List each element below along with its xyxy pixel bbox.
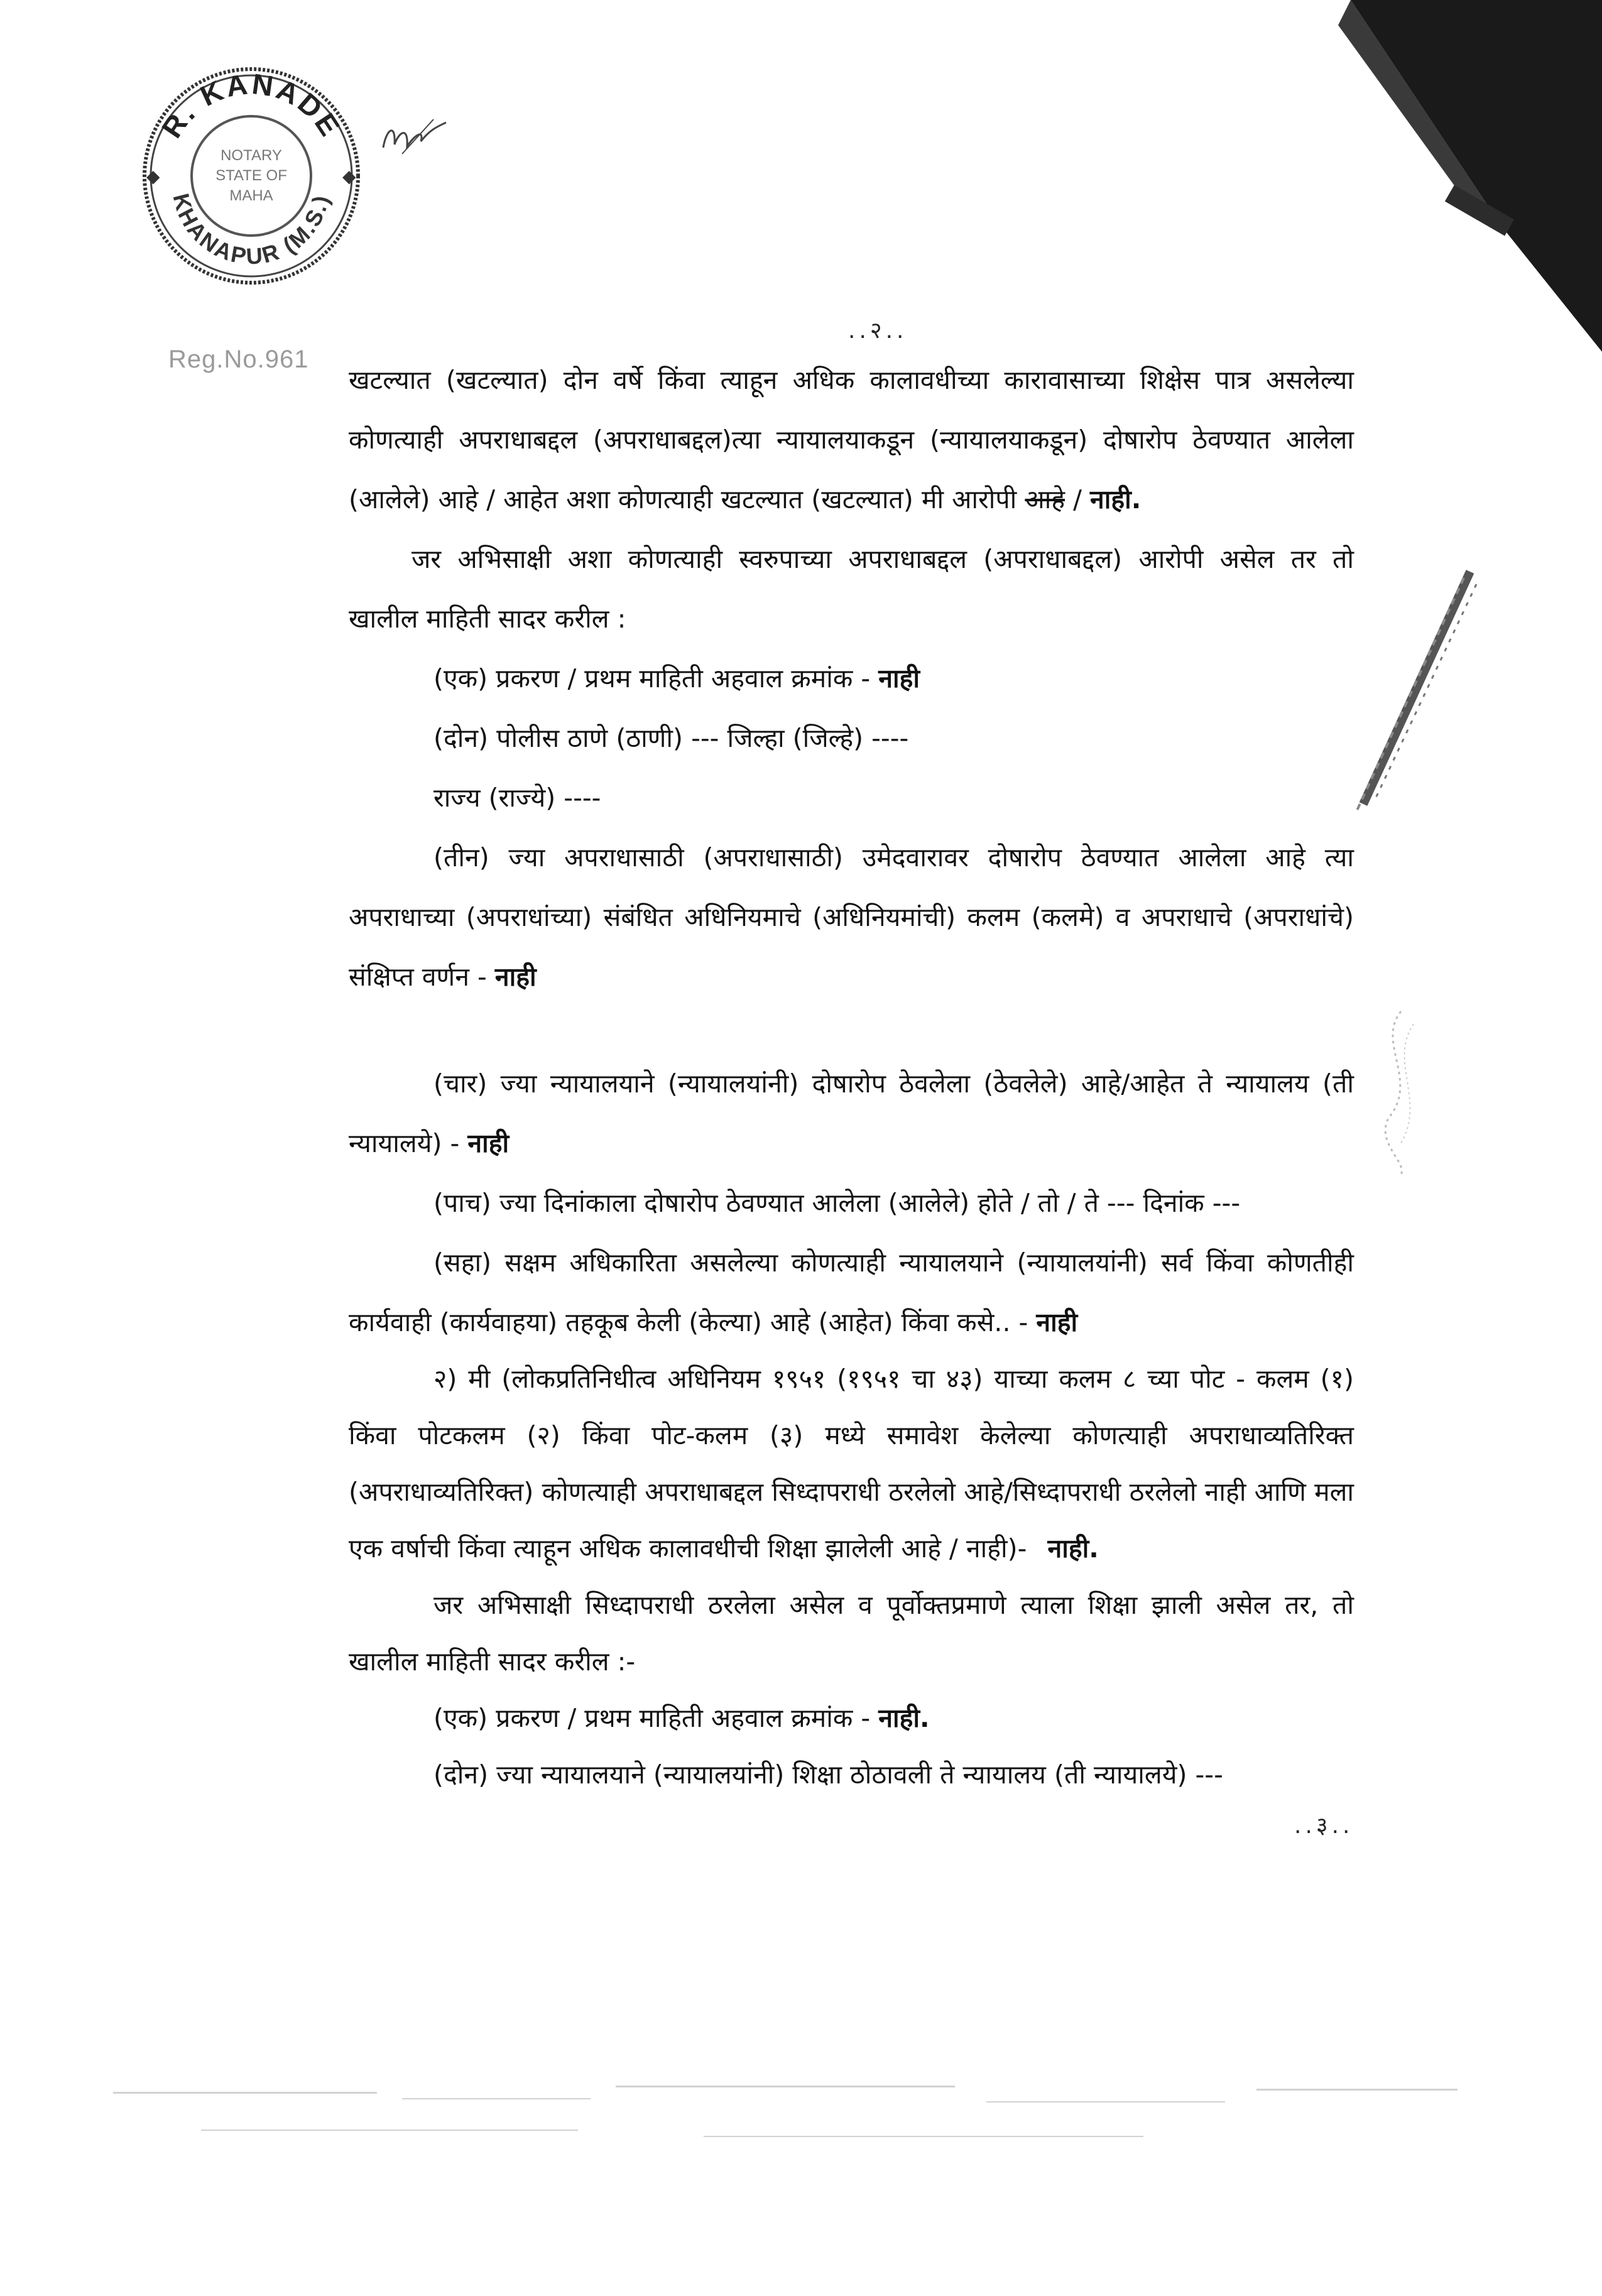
stamp-bottom-text: KHANAPUR (M.S.) [168,190,334,269]
item-ek-answer: नाही [878,663,920,694]
item-teen-answer: नाही [494,962,537,992]
section2-label: एक वर्षाची किंवा त्याहून अधिक कालावधीची शिक्षा झालेली आहे / नाही)- [349,1533,1027,1564]
item-char-line1: (चार) ज्या न्यायालयाने (न्यायालयांनी) दोषारोप ठेवलेला (ठेवलेले) आहे/आहेत ते न्यायालय (ती [433,1069,1354,1099]
para3-line2: खालील माहिती सादर करील :- [349,1646,636,1677]
item-teen-line2: अपराधाच्या (अपराधांच्या) संबंधित अधिनियमाचे (अधिनियमांची) कलम (कलमे) व अपराधाचे (अपराधांचे) [349,902,1354,932]
scan-noise [75,2042,1520,2167]
item-teen-label: संक्षिप्त वर्णन - [349,962,487,992]
section2-line2: किंवा पोटकलम (२) किंवा पोट-कलम (३) मध्ये समावेश केलेल्या कोणत्याही अपराधाव्यतिरिक्त [349,1420,1354,1450]
edge-smudge [1363,1005,1432,1181]
item-ek-label: (एक) प्रकरण / प्रथम माहिती अहवाल क्रमांक - [433,663,871,694]
para3-line1: जर अभिसाक्षी सिध्दापराधी ठरलेला असेल व पूर्वोक्तप्रमाणे त्याला शिक्षा झाली असेल तर, तो [433,1590,1354,1620]
para1-line3-text: (आलेले) आहे / आहेत अशा कोणत्याही खटल्यात (खटल्यात) मी आरोपी [349,484,1017,514]
para1-line3 [349,481,1354,518]
svg-text:◆: ◆ [342,166,356,187]
stamp-inner-3: MAHA [229,187,273,204]
item-saha-label: कार्यवाही (कार्यवाहया) तहकूब केली (केल्या) आहे (आहेत) किंवा कसे.. - [349,1307,1028,1337]
section2-line3: (अपराधाव्यतिरिक्त) कोणत्याही अपराधाबद्दल सिध्दापराधी ठरलेलो आहे/सिध्दापराधी ठरलेलो नाही आणि मला [349,1477,1354,1507]
svg-text:◆: ◆ [146,166,160,187]
section2-answer: नाही. [1047,1533,1099,1564]
item-don2: (दोन) ज्या न्यायालयाने (न्यायालयांनी) शिक्षा ठोठावली ते न्यायालय (ती न्यायालये) --- [433,1760,1223,1790]
page-number-bottom: ..३.. [1294,1813,1354,1839]
item-char-label: न्यायालये) - [349,1128,460,1158]
section2-line1: २) मी (लोकप्रतिनिधीत्व अधिनियम १९५१ (१९५१ चा ४३) याच्या कलम ८ च्या पोट - कलम (१) [433,1364,1354,1394]
item-pach: (पाच) ज्या दिनांकाला दोषारोप ठेवण्यात आलेला (आलेले) होते / तो / ते --- दिनांक --- [433,1188,1241,1218]
item-char-answer: नाही [467,1128,509,1158]
para2-line1: जर अभिसाक्षी अशा कोणत्याही स्वरुपाच्या अपराधाबद्दल (अपराधाबद्दल) आरोपी असेल तर तो [411,544,1354,574]
para2-line2: खालील माहिती सादर करील : [349,604,626,634]
para1-line2: कोणत्याही अपराधाबद्दल (अपराधाबद्दल)त्या न्यायालयाकडून (न्यायालयाकडून) दोषारोप ठेवण्यात आलेला [349,425,1354,455]
item-saha-line2 [349,1303,1354,1341]
item-saha-line1: (सहा) सक्षम अधिकारिता असलेल्या कोणत्याही न्यायालयाने (न्यायालयांनी) सर्व किंवा कोणतीही [433,1248,1354,1278]
item-rajya: राज्य (राज्ये) ---- [433,783,601,813]
item-char-line2 [349,1124,1354,1162]
item-don: (दोन) पोलीस ठाणे (ठाणी) --- जिल्हा (जिल्हे) ---- [433,723,909,753]
item-ek2-label: (एक) प्रकरण / प्रथम माहिती अहवाल क्रमांक - [433,1703,871,1733]
item-teen-line1: (तीन) ज्या अपराधासाठी (अपराधासाठी) उमेदवारावर दोषारोप ठेवण्यात आलेला आहे त्या [433,842,1354,873]
scan-corner-shadow [1313,0,1602,352]
para1-line1: खटल्यात (खटल्यात) दोन वर्षे किंवा त्याहून अधिक कालावधीच्या कारावासाच्या शिक्षेस पात्र असलेल्या [349,365,1354,395]
stamp-inner-2: STATE OF [215,167,287,184]
stamp-inner-1: NOTARY [221,147,282,164]
svg-text:R. KANADE [155,67,347,143]
separator: / [1073,484,1082,514]
item-ek [433,660,1439,697]
item-ek2-answer: नाही. [878,1703,930,1733]
item-teen-line3 [349,958,1354,996]
page-number-top: ..२.. [848,318,908,344]
signature-initials [377,110,452,166]
section2-line4 [349,1530,1354,1567]
struck-word: आहे [1025,484,1065,514]
item-saha-answer: नाही [1036,1307,1078,1337]
registration-number: Reg.No.961 [168,345,309,373]
notary-stamp [135,60,368,292]
answer: नाही. [1089,484,1142,514]
item-ek2 [433,1699,1439,1737]
stamp-top-text: R. KANADE [155,67,348,144]
